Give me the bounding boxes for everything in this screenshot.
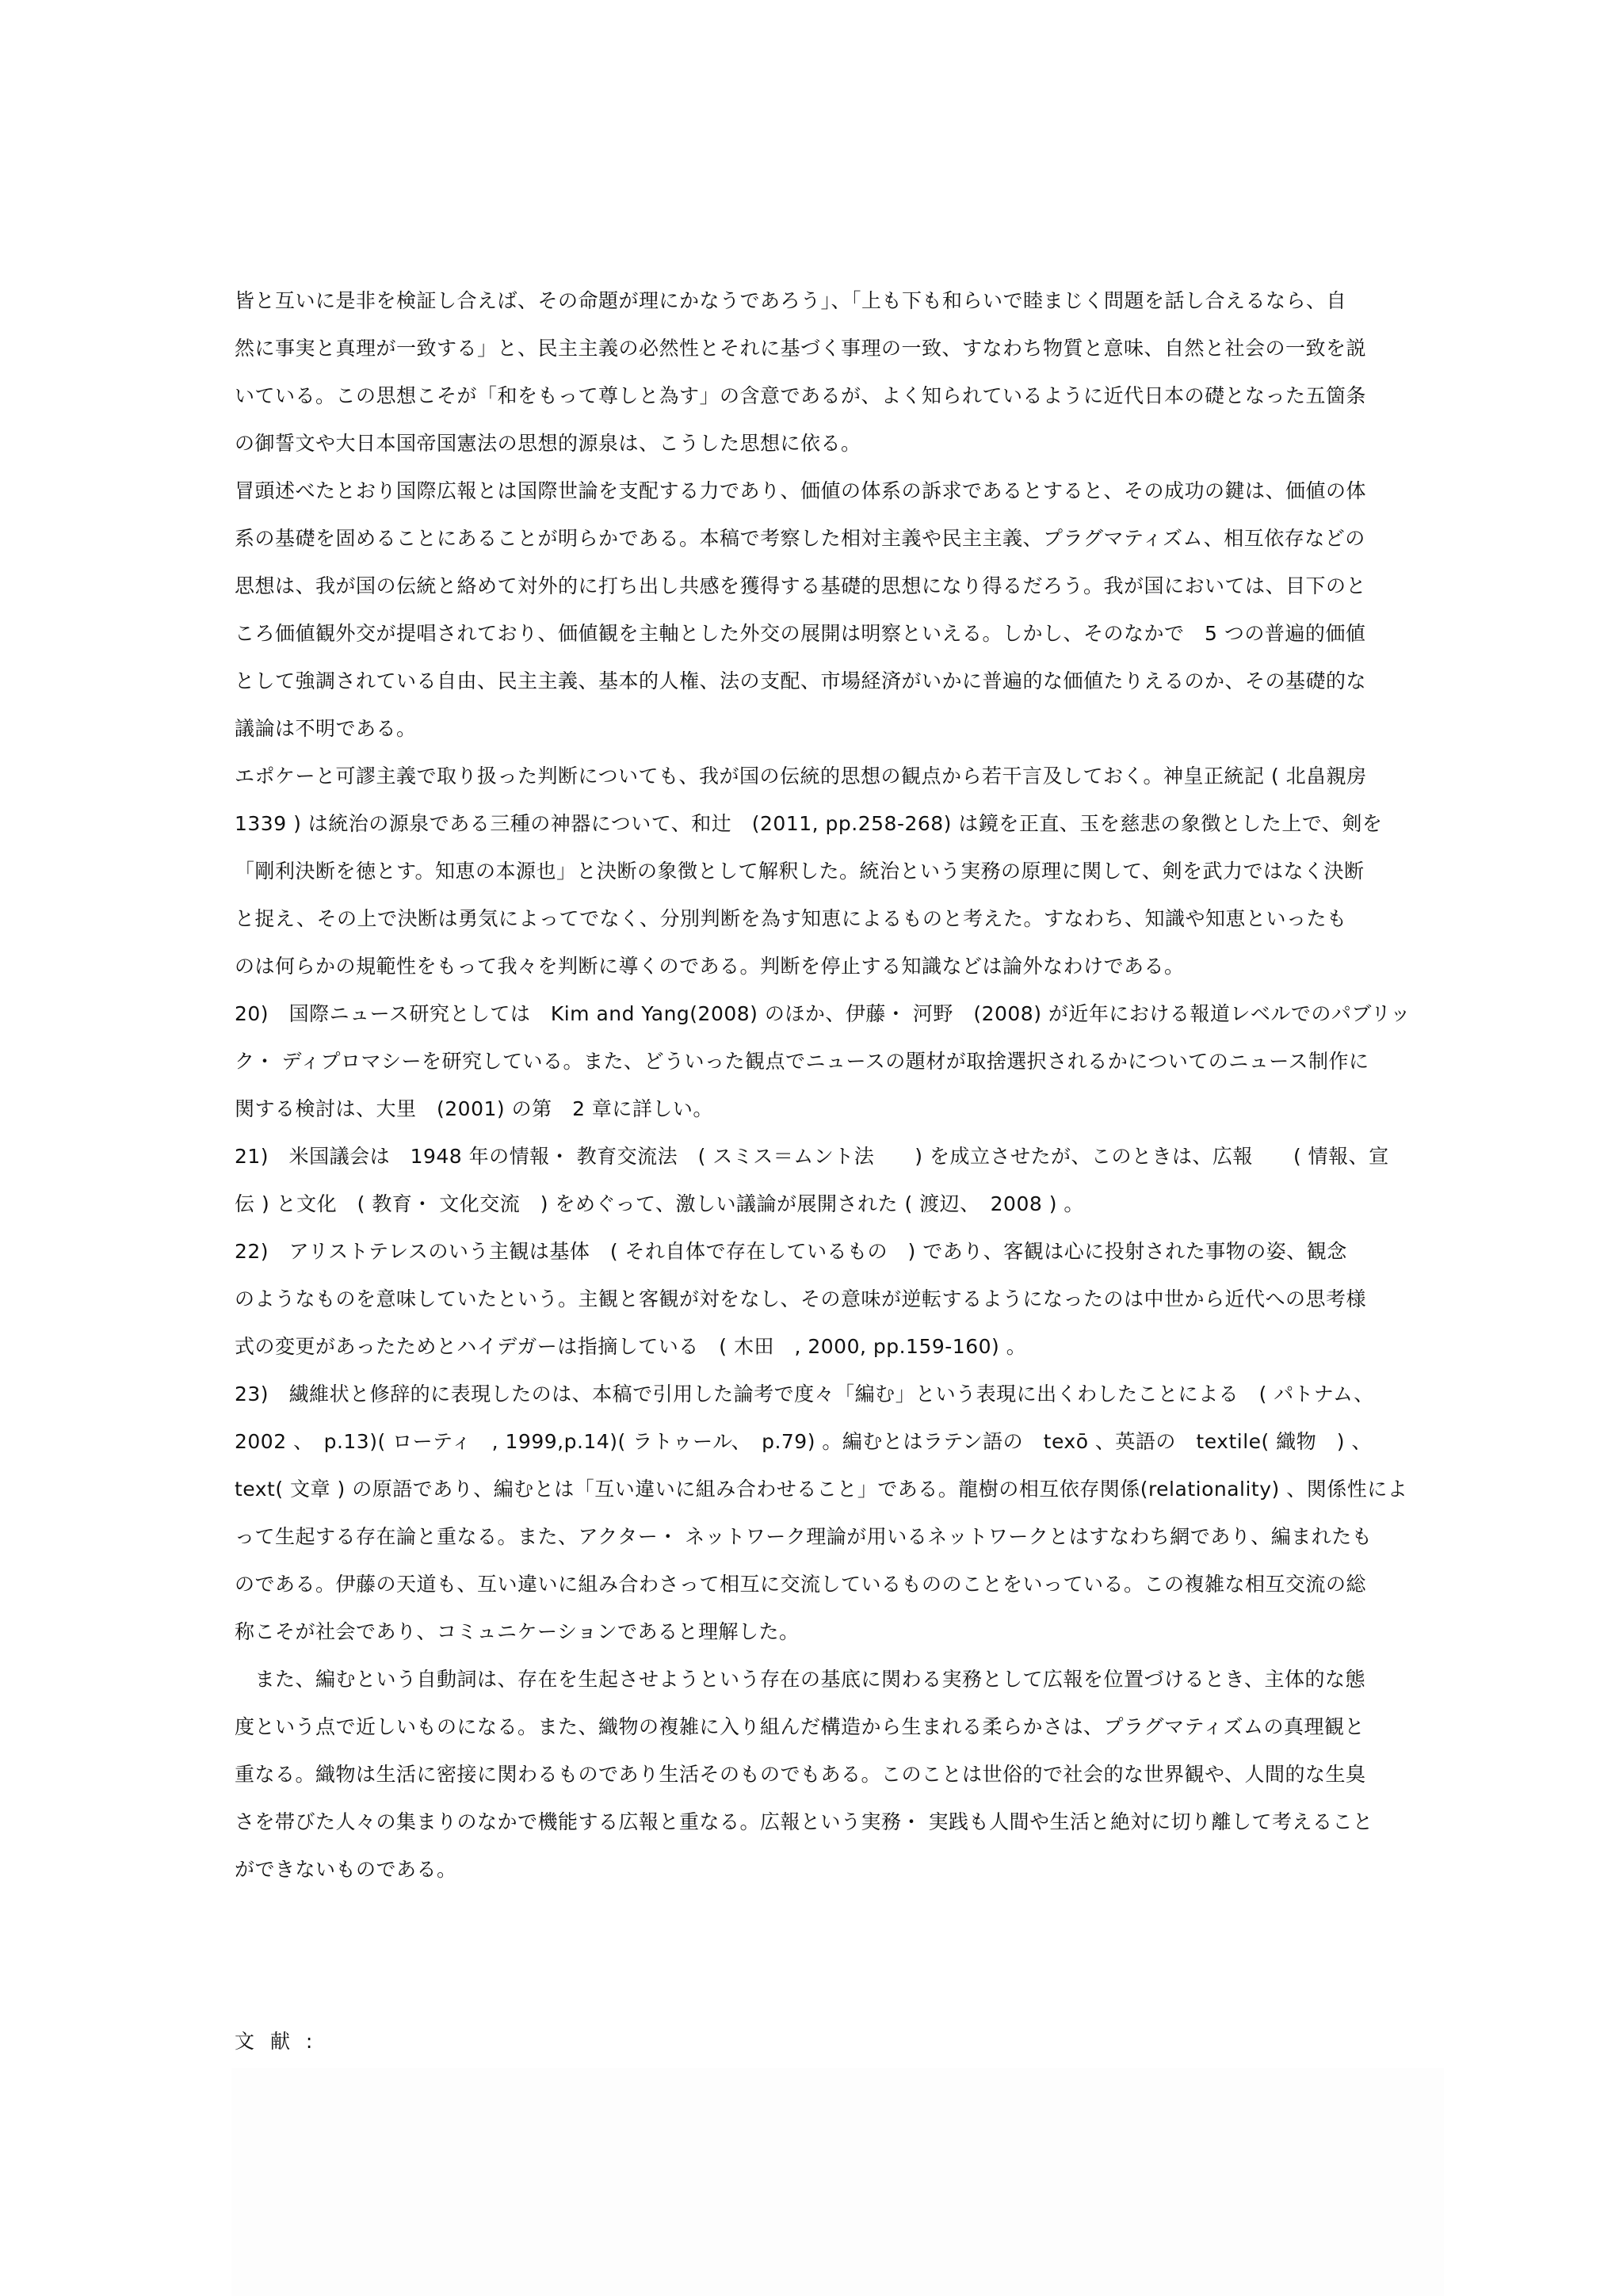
text-line: の御誓文や大日本国帝国憲法の思想的源泉は、こうした思想に依る。	[235, 432, 861, 455]
text-line: ができないものである。	[235, 1858, 457, 1881]
text-line: 20) 国際ニュース研究としては Kim and Yang(2008) のほか、伊藤・ 河野 (2008) が近年における報道レベルでのパブリッ	[235, 1002, 1411, 1025]
text-line: 然に事実と真理が一致する」と、民主主義の必然性とそれに基づく事理の一致、すなわち物質と意味、自然と社会の一致を説	[235, 337, 1367, 360]
body-text	[235, 277, 1439, 1894]
text-line: 21) 米国議会は 1948 年の情報・ 教育交流法 ( スミス＝ムント法 ) を成立させたが、このときは、広報 ( 情報、宣	[235, 1145, 1389, 1168]
text-line: のは何らかの規範性をもって我々を判断に導くのである。判断を停止する知識などは論外なわけである。	[235, 955, 1185, 978]
text-line: さを帯びた人々の集まりのなかで機能する広報と重なる。広報という実務・ 実践も人間や生活と絶対に切り離して考えること	[235, 1810, 1373, 1833]
text-line: として強調されている自由、民主主義、基本的人権、法の支配、市場経済がいかに普遍的な価値たりえるのか、その基礎的な	[235, 669, 1367, 692]
text-line: 式の変更があったためとハイデガーは指摘している ( 木田 , 2000, pp.159-160) 。	[235, 1335, 1027, 1358]
text-line: 度という点で近しいものになる。また、織物の複雑に入り組んだ構造から生まれる柔らかさは、プラグマティズムの真理観と	[235, 1715, 1365, 1738]
text-line: 伝 ) と文化 ( 教育・ 文化交流 ) をめぐって、激しい議論が展開された ( 渡辺、 2008 ) 。	[235, 1192, 1084, 1215]
text-line: ころ価値観外交が提唱されており、価値観を主軸とした外交の展開は明察といえる。しかし、そのなかで 5 つの普遍的価値	[235, 622, 1366, 645]
text-line: 1339 ) は統治の源泉である三種の神器について、和辻 (2011, pp.258-268) は鏡を正直、玉を慈悲の象徴とした上で、剣を	[235, 812, 1383, 835]
references-area	[231, 2068, 1444, 2296]
text-line: と捉え、その上で決断は勇気によってでなく、分別判断を為す知恵によるものと考えた。すなわち、知識や知恵といったも	[235, 907, 1347, 930]
text-line: 皆と互いに是非を検証し合えば、その命題が理にかなうであろう」、「上も下も和らいで睦まじく問題を話し合えるなら、自	[235, 289, 1347, 312]
text-line: 称こそが社会であり、コミュニケーションであると理解した。	[235, 1620, 800, 1643]
text-line: 議論は不明である。	[235, 717, 417, 740]
text-line: 「剛利決断を徳とす。知恵の本源也」と決断の象徴として解釈した。統治という実務の原理に関して、剣を武力ではなく決断	[235, 860, 1365, 883]
text-line: エポケーと可謬主義で取り扱った判断についても、我が国の伝統的思想の観点から若干言及しておく。神皇正統記 ( 北畠親房	[235, 765, 1367, 788]
text-line: 関する検討は、大里 (2001) の第 2 章に詳しい。	[235, 1097, 713, 1120]
text-line: 重なる。織物は生活に密接に関わるものであり生活そのものでもある。このことは世俗的で社会的な世界観や、人間的な生臭	[235, 1763, 1366, 1786]
text-line: 系の基礎を固めることにあることが明らかである。本稿で考察した相対主義や民主主義、プラグマティズム、相互依存などの	[235, 527, 1365, 550]
text-line: 思想は、我が国の伝統と絡めて対外的に打ち出し共感を獲得する基礎的思想になり得るだろう。我が国においては、目下のと	[235, 574, 1367, 597]
text-line: 22) アリストテレスのいう主観は基体 ( それ自体で存在しているもの ) であり、客観は心に投射された事物の姿、観念	[235, 1240, 1347, 1263]
text-line: 23) 繊維状と修辞的に表現したのは、本稿で引用した論考で度々「編む」という表現に出くわしたことによる ( パトナム、	[235, 1383, 1374, 1405]
text-line: って生起する存在論と重なる。また、アクター・ ネットワーク理論が用いるネットワークとはすなわち網であり、編まれたも	[235, 1525, 1373, 1548]
text-line: いている。この思想こそが「和をもって尊しと為す」の含意であるが、よく知られているように近代日本の礎となった五箇条	[235, 384, 1367, 407]
text-line: 冒頭述べたとおり国際広報とは国際世論を支配する力であり、価値の体系の訴求であるとすると、その成功の鍵は、価値の体	[235, 479, 1367, 502]
references-heading: 文 献 :	[235, 2030, 318, 2053]
text-line: また、編むという自動詞は、存在を生起させようという存在の基底に関わる実務として広報を位置づけるとき、主体的な態	[235, 1668, 1366, 1691]
text-line: text( 文章 ) の原語であり、編むとは「互い違いに組み合わせること」である。龍樹の相互依存関係(relationality) 、関係性によ	[235, 1478, 1408, 1501]
text-line: のである。伊藤の天道も、互い違いに組み合わさって相互に交流しているもののことをいっている。この複雑な相互交流の総	[235, 1573, 1367, 1596]
text-line: のようなものを意味していたという。主観と客観が対をなし、その意味が逆転するようになったのは中世から近代への思考様	[235, 1287, 1367, 1310]
text-line: 2002 、 p.13)( ローティ , 1999,p.14)( ラトゥール、 p.79) 。編むとはラテン語の texō 、英語の textile( 織物 ) 、	[235, 1430, 1372, 1453]
text-line: ク・ ディプロマシーを研究している。また、どういった観点でニュースの題材が取捨選択されるかについてのニュース制作に	[235, 1050, 1369, 1073]
